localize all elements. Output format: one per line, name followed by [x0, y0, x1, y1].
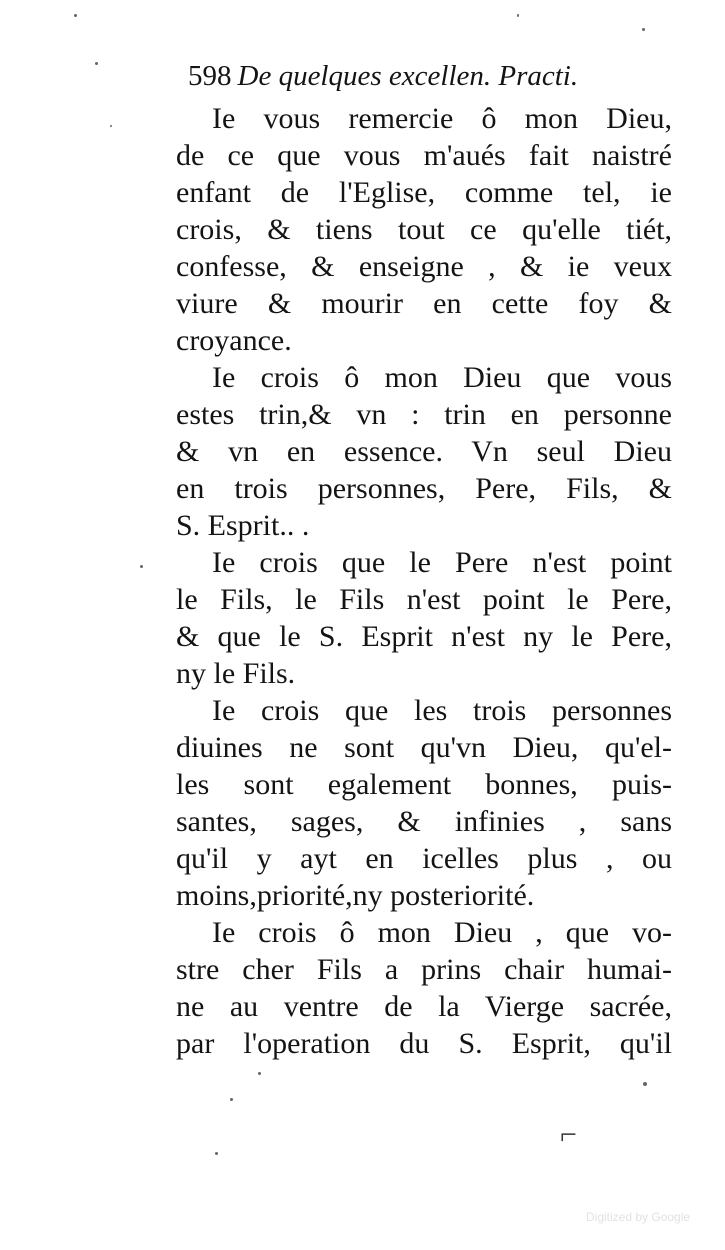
text-line: par l'operation du S. Esprit, qu'il	[176, 1027, 672, 1060]
scan-speck	[517, 14, 519, 17]
scan-speck	[215, 1152, 218, 1155]
text-line: & vn en essence. Vn seul Dieu	[176, 435, 672, 468]
scan-speck	[110, 125, 112, 127]
text-line: Ie crois que le Pere n'est point	[212, 546, 672, 579]
text-line: Ie crois que les trois personnes	[212, 694, 672, 727]
text-line: Ie crois ô mon Dieu , que vo-	[212, 916, 672, 949]
text-line: Ie crois ô mon Dieu que vous	[212, 361, 672, 394]
text-line: estes trin,& vn : trin en personne	[176, 398, 672, 431]
text-line: diuines ne sont qu'vn Dieu, qu'el-	[176, 731, 672, 764]
text-line: moins,priorité,ny posteriorité.	[176, 879, 535, 912]
scan-speck	[258, 1072, 261, 1075]
text-line: en trois personnes, Pere, Fils, &	[176, 472, 672, 505]
text-line: les sont egalement bonnes, puis-	[176, 768, 672, 801]
scan-speck	[643, 1082, 647, 1086]
scan-speck	[140, 565, 143, 568]
text-line: ne au ventre de la Vierge sacrée,	[176, 990, 672, 1023]
body-text	[176, 100, 672, 1062]
text-line: qu'il y ayt en icelles plus , ou	[176, 842, 672, 875]
ink-mark: ⌐	[560, 1118, 577, 1151]
text-line: crois, & tiens tout ce qu'elle tiét,	[176, 213, 672, 246]
running-header	[188, 55, 658, 97]
text-line: viure & mourir en cette foy &	[176, 287, 672, 320]
text-line: de ce que vous m'aués fait naistré	[176, 139, 672, 172]
scan-speck	[642, 28, 645, 31]
text-line: santes, sages, & infinies , sans	[176, 805, 672, 838]
scan-speck	[230, 1098, 233, 1101]
text-line: croyance.	[176, 324, 292, 357]
text-line: enfant de l'Eglise, comme tel, ie	[176, 176, 672, 209]
text-line: confesse, & enseigne , & ie veux	[176, 250, 672, 283]
text-line: Ie vous remercie ô mon Dieu,	[212, 102, 672, 135]
scan-speck	[95, 62, 98, 65]
text-line: & que le S. Esprit n'est ny le Pere,	[176, 620, 672, 653]
text-line: stre cher Fils a prins chair humai-	[176, 953, 672, 986]
text-line: ny le Fils.	[176, 657, 296, 690]
running-title: De quelques excellen. Practi.	[237, 60, 579, 92]
page-number: 598	[188, 60, 232, 92]
scan-speck	[74, 14, 77, 17]
digitization-watermark: Digitized by Google	[586, 1210, 691, 1224]
text-line: le Fils, le Fils n'est point le Pere,	[176, 583, 672, 616]
text-line: S. Esprit.. .	[176, 509, 310, 542]
